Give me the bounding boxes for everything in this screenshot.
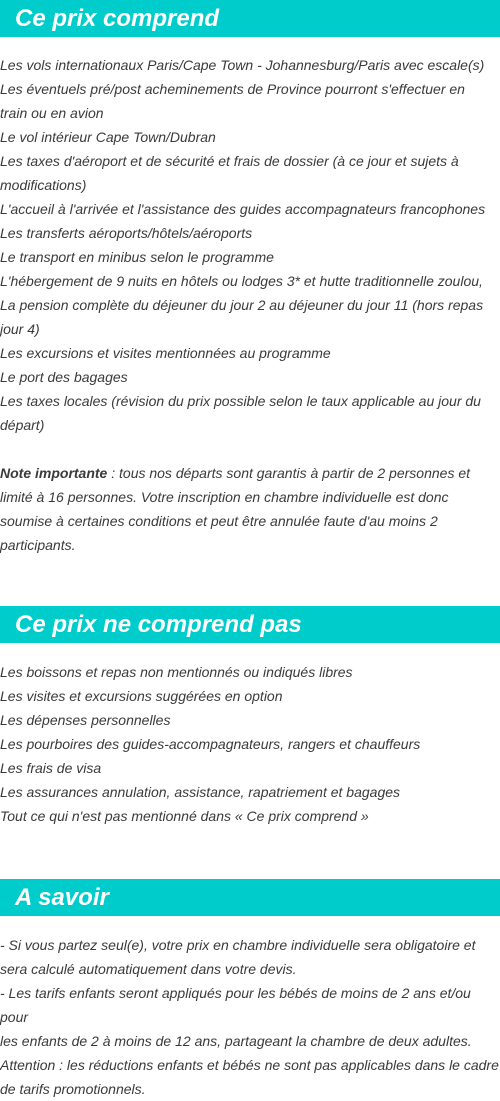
not-included-list <box>0 643 500 828</box>
note-line: participants. <box>0 537 76 553</box>
note-line: soumise à certaines conditions et peut être annulée faute d'au moins 2 <box>0 513 438 529</box>
note-text: : tous nos départs sont garantis à partir de 2 personnes et <box>107 465 471 481</box>
list-item: Les frais de visa <box>0 760 102 776</box>
list-item: Les visites et excursions suggérées en option <box>0 688 283 704</box>
list-item: Les transferts aéroports/hôtels/aéroports <box>0 225 253 241</box>
list-item: Le port des bagages <box>0 369 128 385</box>
to-know-text <box>0 916 500 1101</box>
list-item: jour 4) <box>0 321 40 337</box>
list-item: Les taxes locales (révision du prix possible selon le taux applicable au jour du <box>0 393 481 409</box>
list-item: L'hébergement de 9 nuits en hôtels ou lodges 3* et hutte traditionnelle zoulou, <box>0 273 483 289</box>
list-item: Le transport en minibus selon le programme <box>0 249 274 265</box>
list-item: Les excursions et visites mentionnées au programme <box>0 345 331 361</box>
list-item: La pension complète du déjeuner du jour 2 au déjeuner du jour 11 (hors repas <box>0 297 484 313</box>
important-note <box>0 461 500 557</box>
section-heading-not-included: Ce prix ne comprend pas <box>0 606 500 643</box>
list-item: modifications) <box>0 177 87 193</box>
text-line: sera calculé automatiquement dans votre devis. <box>0 961 297 977</box>
list-item: Les taxes d'aéroport et de sécurité et frais de dossier (à ce jour et sujets à <box>0 153 459 169</box>
list-item: Les dépenses personnelles <box>0 712 171 728</box>
note-line: limité à 16 personnes. Votre inscription en chambre individuelle est donc <box>0 489 449 505</box>
list-item: Les boissons et repas non mentionnés ou indiqués libres <box>0 664 353 680</box>
section-heading-included: Ce prix comprend <box>0 0 500 37</box>
text-line: de tarifs promotionnels. <box>0 1081 146 1097</box>
list-item: Les éventuels pré/post acheminements de Province pourront s'effectuer en <box>0 81 465 97</box>
list-item: Le vol intérieur Cape Town/Dubran <box>0 129 216 145</box>
text-line: - Si vous partez seul(e), votre prix en chambre individuelle sera obligatoire et <box>0 937 476 953</box>
section-heading-to-know: A savoir <box>0 879 500 916</box>
list-item: L'accueil à l'arrivée et l'assistance des guides accompagnateurs francophones <box>0 201 486 217</box>
note-line <box>0 461 500 485</box>
note-label: Note importante <box>0 465 108 481</box>
text-line: les enfants de 2 à moins de 12 ans, partageant la chambre de deux adultes. <box>0 1033 472 1049</box>
list-item: Les pourboires des guides-accompagnateurs, rangers et chauffeurs <box>0 736 421 752</box>
list-item: Les assurances annulation, assistance, rapatriement et bagages <box>0 784 401 800</box>
list-item: départ) <box>0 417 45 433</box>
list-item: Tout ce qui n'est pas mentionné dans « Ce prix comprend » <box>0 808 369 824</box>
list-item: Les vols internationaux Paris/Cape Town - Johannesburg/Paris avec escale(s) <box>0 57 485 73</box>
text-line: Attention : les réductions enfants et bébés ne sont pas applicables dans le cadre <box>0 1057 499 1073</box>
included-list <box>0 37 500 557</box>
text-line: - Les tarifs enfants seront appliqués pour les bébés de moins de 2 ans et/ou pour <box>0 985 471 1025</box>
list-item: train ou en avion <box>0 105 104 121</box>
